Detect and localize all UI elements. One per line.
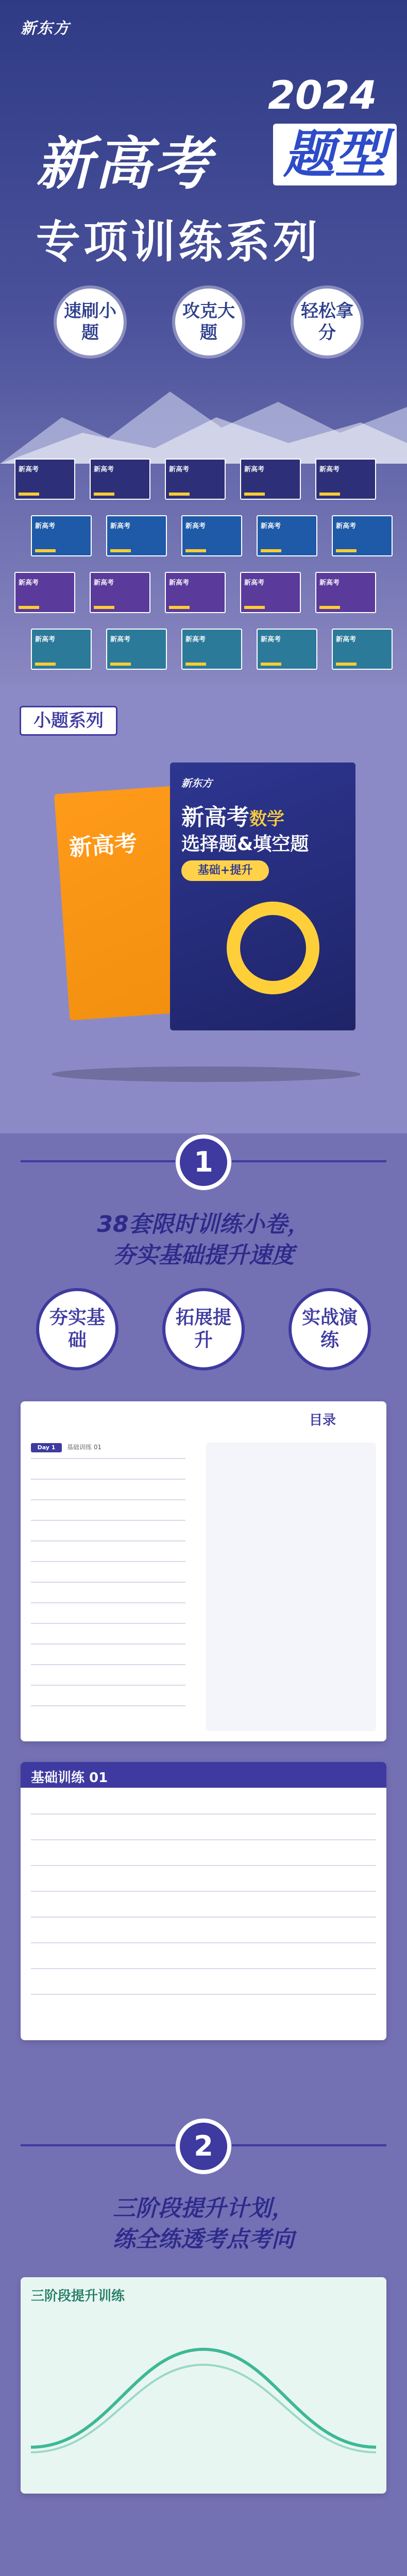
divider bbox=[232, 1160, 386, 1162]
section2-heading-1: 三阶段提升计划， bbox=[113, 2195, 294, 2222]
cover-logo: 新东方 bbox=[181, 777, 212, 789]
cover-back-title: 新高考 bbox=[68, 830, 138, 861]
series-section bbox=[0, 685, 407, 1133]
divider bbox=[31, 1458, 185, 1459]
book-item: 新高考 bbox=[106, 629, 167, 670]
book-item: 新高考 bbox=[181, 515, 242, 556]
divider bbox=[31, 1623, 185, 1624]
book-item: 新高考 bbox=[165, 572, 226, 613]
pill-hard: 攻克大题 bbox=[175, 289, 242, 355]
pill-fast: 速刷小题 bbox=[57, 289, 124, 355]
list-item: Day 1 基础训练 01 bbox=[31, 1443, 101, 1454]
cover-badge: 基础+提升 bbox=[181, 860, 269, 881]
book-item: 新高考 bbox=[315, 459, 376, 500]
divider bbox=[31, 1814, 376, 1815]
book-item: 新高考 bbox=[14, 459, 75, 500]
section1-heading-1: 38套限时训练小卷， bbox=[97, 1211, 310, 1238]
divider bbox=[31, 1705, 185, 1706]
divider bbox=[31, 1664, 185, 1665]
divider bbox=[31, 1479, 185, 1480]
series-tag: 小题系列 bbox=[20, 706, 117, 736]
book-item: 新高考 bbox=[257, 629, 317, 670]
book-item: 新高考 bbox=[14, 572, 75, 613]
book-item: 新高考 bbox=[240, 459, 301, 500]
book-item: 新高考 bbox=[31, 515, 92, 556]
section-number-2: 2 bbox=[180, 2123, 227, 2170]
book-item: 新高考 bbox=[90, 572, 150, 613]
book-item: 新高考 bbox=[31, 629, 92, 670]
cover-shadow bbox=[52, 1066, 361, 1082]
divider bbox=[31, 1968, 376, 1969]
divider bbox=[31, 1602, 185, 1603]
contents-right-column bbox=[206, 1443, 376, 1731]
book-item: 新高考 bbox=[181, 629, 242, 670]
plan-curve bbox=[31, 2318, 376, 2473]
contents-panel bbox=[21, 1401, 386, 1741]
book-item: 新高考 bbox=[165, 459, 226, 500]
divider bbox=[31, 1561, 185, 1562]
divider bbox=[31, 1994, 376, 1995]
contents-title: 目录 bbox=[309, 1413, 336, 1428]
hero-subtitle: 专项训练系列 bbox=[36, 216, 320, 268]
section-number-1: 1 bbox=[180, 1139, 227, 1186]
divider bbox=[232, 2144, 386, 2146]
section1-heading-2: 夯实基础提升速度 bbox=[113, 1242, 294, 1268]
section2-heading-2: 练全练透考点考向 bbox=[113, 2226, 294, 2252]
book-shelf bbox=[0, 453, 407, 685]
title-highlight: 题型 bbox=[273, 124, 397, 185]
cover-title: 新高考数学 bbox=[181, 804, 284, 831]
book-item: 新高考 bbox=[90, 459, 150, 500]
circle-basic: 夯实基础 bbox=[36, 1288, 118, 1370]
plan-panel bbox=[21, 2277, 386, 2494]
divider bbox=[31, 1942, 376, 1943]
divider bbox=[31, 1865, 376, 1866]
book-item: 新高考 bbox=[332, 629, 393, 670]
book-item: 新高考 bbox=[315, 572, 376, 613]
circle-extend: 拓展提升 bbox=[162, 1288, 245, 1370]
book-item: 新高考 bbox=[240, 572, 301, 613]
feature-pills bbox=[41, 289, 371, 366]
divider bbox=[31, 1643, 185, 1645]
book-item: 新高考 bbox=[106, 515, 167, 556]
brand-logo: 新东方 bbox=[21, 20, 70, 38]
divider bbox=[31, 1582, 185, 1583]
cover-subtitle: 选择题&填空题 bbox=[181, 834, 309, 855]
divider bbox=[31, 1499, 185, 1500]
mountain-illustration bbox=[0, 371, 407, 464]
year-label: 2024 bbox=[268, 72, 377, 118]
divider bbox=[31, 1839, 376, 1840]
test-paper-panel bbox=[21, 1762, 386, 2040]
divider bbox=[21, 1160, 175, 1162]
divider bbox=[31, 1917, 376, 1918]
hero-title bbox=[31, 118, 386, 197]
cover-ring-graphic bbox=[227, 902, 319, 994]
divider bbox=[31, 1685, 185, 1686]
book-item: 新高考 bbox=[257, 515, 317, 556]
book-item: 新高考 bbox=[332, 515, 393, 556]
divider bbox=[31, 1891, 376, 1892]
divider bbox=[21, 2144, 175, 2146]
hero-banner bbox=[0, 0, 407, 685]
divider bbox=[31, 1540, 185, 1541]
paper-title: 基础训练 01 bbox=[31, 1770, 108, 1786]
plan-title: 三阶段提升训练 bbox=[31, 2289, 125, 2304]
divider bbox=[31, 1520, 185, 1521]
circle-practice: 实战演练 bbox=[289, 1288, 371, 1370]
pill-score: 轻松拿分 bbox=[294, 289, 361, 355]
cover-front bbox=[170, 762, 355, 1030]
title-main: 新高考 bbox=[36, 131, 212, 197]
